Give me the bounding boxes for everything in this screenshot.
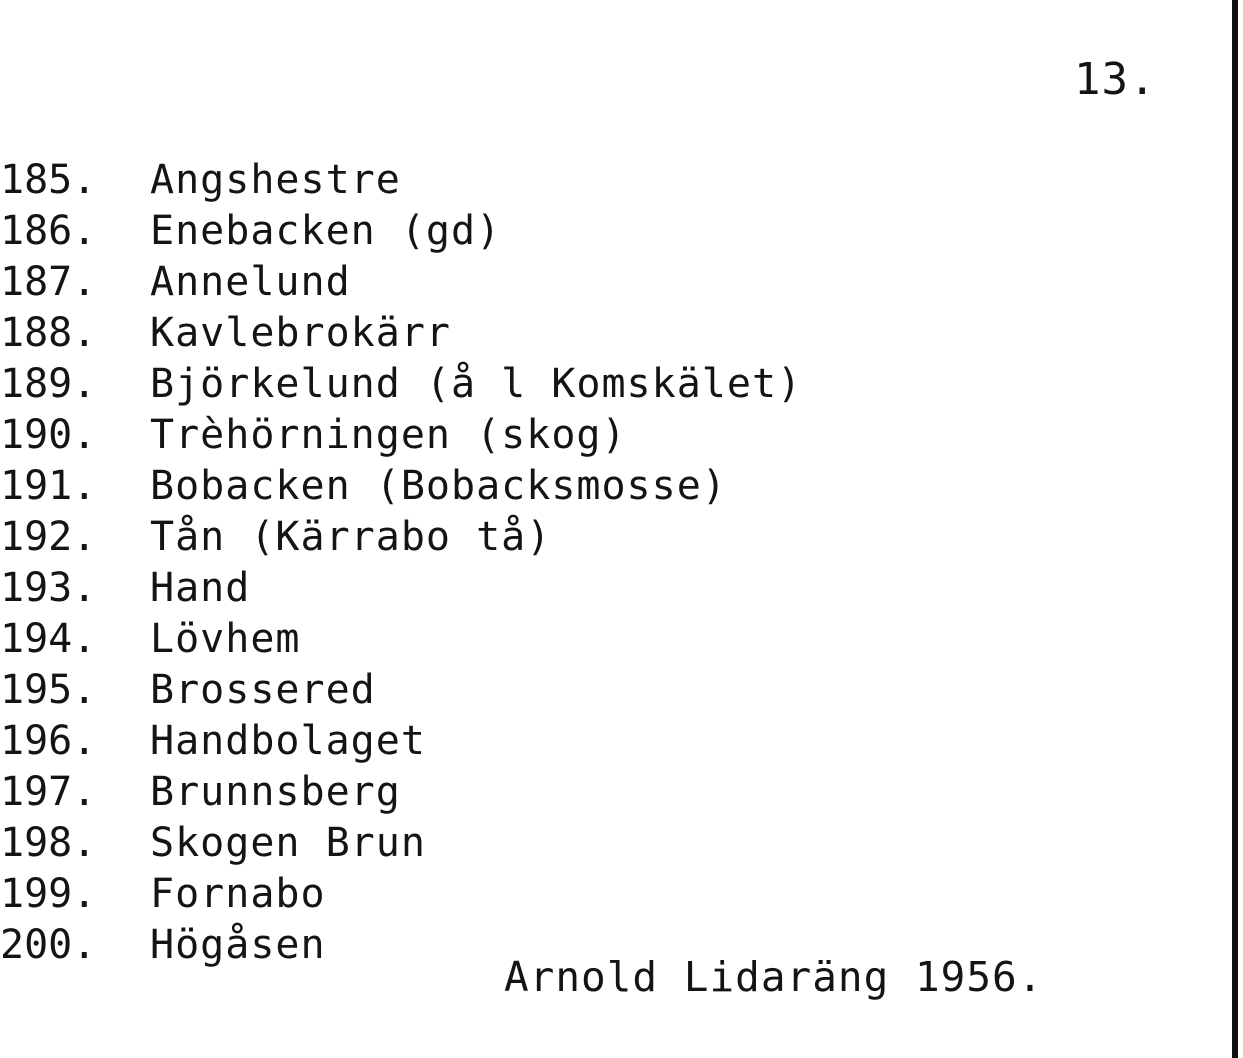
entry-name: Brossered	[150, 667, 376, 713]
entry-name: Kavlebrokärr	[150, 310, 451, 356]
list-item	[0, 308, 1200, 359]
list-item	[0, 512, 1200, 563]
list-item	[0, 869, 1200, 920]
entry-number: 192.	[0, 514, 97, 560]
entry-number: 187.	[0, 259, 97, 305]
entry-name: Trèhörningen (skog)	[150, 412, 627, 458]
entry-number: 193.	[0, 565, 97, 611]
list-item	[0, 767, 1200, 818]
entry-number: 197.	[0, 769, 97, 815]
entry-name: Skogen Brun	[150, 820, 426, 866]
list-item	[0, 716, 1200, 767]
entry-name: Fornabo	[150, 871, 326, 917]
list-item	[0, 257, 1200, 308]
entry-name: Tån (Kärrabo tå)	[150, 514, 552, 560]
entry-number: 198.	[0, 820, 97, 866]
entry-name: Hand	[150, 565, 251, 611]
entry-number: 191.	[0, 463, 97, 509]
page-number: 13.	[1074, 54, 1157, 105]
entry-name: Handbolaget	[150, 718, 426, 764]
entry-number: 196.	[0, 718, 97, 764]
entry-number: 194.	[0, 616, 97, 662]
entry-number: 190.	[0, 412, 97, 458]
entry-number: 188.	[0, 310, 97, 356]
list-item	[0, 665, 1200, 716]
entry-number: 185.	[0, 157, 97, 203]
entry-number: 195.	[0, 667, 97, 713]
entry-name: Annelund	[150, 259, 351, 305]
list-item	[0, 155, 1200, 206]
entry-number: 199.	[0, 871, 97, 917]
entry-number: 200.	[0, 922, 97, 968]
list-item	[0, 359, 1200, 410]
list-item	[0, 614, 1200, 665]
entry-name: Enebacken (gd)	[150, 208, 502, 254]
author-signature-line: Arnold Lidaräng 1956.	[504, 953, 1044, 1001]
entry-name: Angshestre	[150, 157, 401, 203]
entry-number: 189.	[0, 361, 97, 407]
entry-name: Björkelund (å l Komskälet)	[150, 361, 803, 407]
page-edge-border	[1232, 0, 1238, 1058]
list-item	[0, 410, 1200, 461]
list-item	[0, 818, 1200, 869]
entry-number: 186.	[0, 208, 97, 254]
list-item	[0, 563, 1200, 614]
entry-name: Högåsen	[150, 922, 326, 968]
place-name-list	[0, 155, 1200, 971]
list-item	[0, 206, 1200, 257]
entry-name: Brunnsberg	[150, 769, 401, 815]
entry-name: Lövhem	[150, 616, 301, 662]
list-item	[0, 461, 1200, 512]
entry-name: Bobacken (Bobacksmosse)	[150, 463, 727, 509]
